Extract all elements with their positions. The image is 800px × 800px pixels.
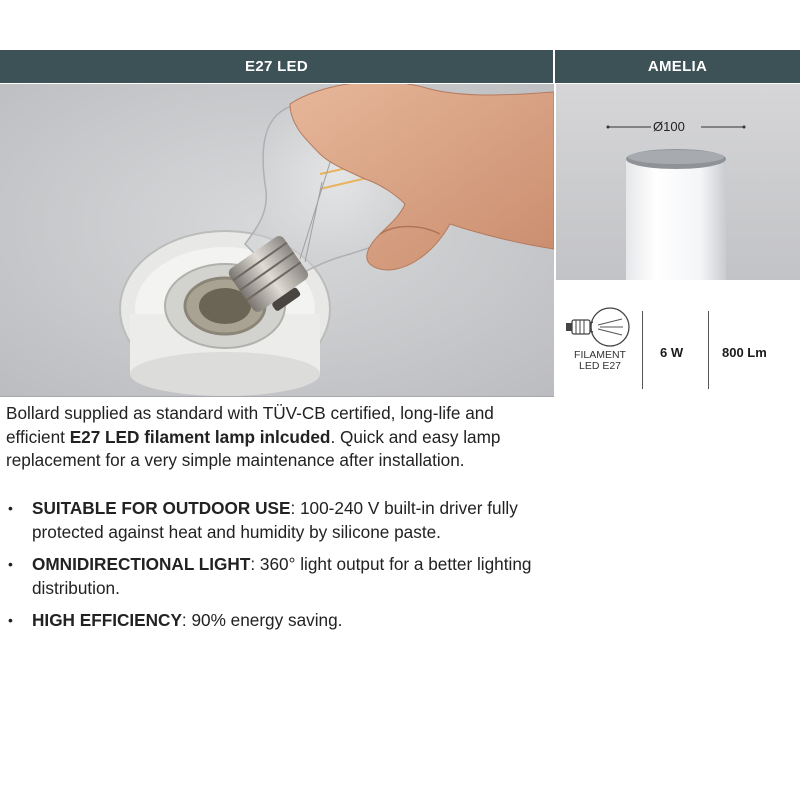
description-bold: E27 LED filament lamp inlcuded bbox=[69, 426, 331, 447]
description-part2: . Quick and easy lamp replacement for a very simple maintenance after installation. bbox=[6, 426, 501, 470]
list-item bbox=[8, 553, 553, 600]
description-part1: Bollard supplied as standard with TÜV-CB certified, long-life and efficient bbox=[6, 403, 494, 447]
lamp-type-line2: LED E27 bbox=[578, 360, 622, 372]
feature-title: SUITABLE FOR OUTDOOR USE bbox=[32, 498, 291, 518]
hand-inserting-bulb-photo bbox=[0, 84, 554, 397]
power-value: 6 W bbox=[660, 345, 684, 360]
lamp-type-line1: FILAMENT bbox=[574, 349, 626, 361]
feature-title: HIGH EFFICIENCY bbox=[32, 610, 182, 630]
section-header-amelia bbox=[555, 50, 800, 83]
section-header-e27-led bbox=[0, 50, 553, 83]
feature-text: : 100-240 V built-in driver fully protected against heat and humidity by silicone paste. bbox=[32, 498, 518, 542]
spec-divider-2 bbox=[708, 311, 709, 389]
diameter-label: Ø100 bbox=[653, 119, 685, 134]
filament-bulb-icon bbox=[560, 305, 644, 390]
amelia-bollard-image bbox=[556, 84, 800, 280]
section-title: E27 LED bbox=[245, 58, 308, 75]
bullet-icon: • bbox=[8, 500, 13, 516]
list-item bbox=[8, 609, 553, 633]
product-name: AMELIA bbox=[647, 58, 708, 75]
spec-divider-1 bbox=[642, 311, 643, 389]
feature-list bbox=[8, 497, 553, 642]
feature-text: : 360° light output for a better lighting distribution. bbox=[32, 554, 532, 598]
feature-title: OMNIDIRECTIONAL LIGHT bbox=[32, 554, 251, 574]
bullet-icon: • bbox=[8, 612, 13, 628]
lamp-type-label bbox=[560, 350, 640, 372]
description-paragraph bbox=[6, 402, 554, 473]
bullet-icon: • bbox=[8, 556, 13, 572]
list-item bbox=[8, 497, 553, 544]
feature-text: : 90% energy saving. bbox=[181, 610, 343, 630]
spec-row bbox=[556, 305, 800, 390]
lumen-value: 800 Lm bbox=[722, 345, 767, 360]
